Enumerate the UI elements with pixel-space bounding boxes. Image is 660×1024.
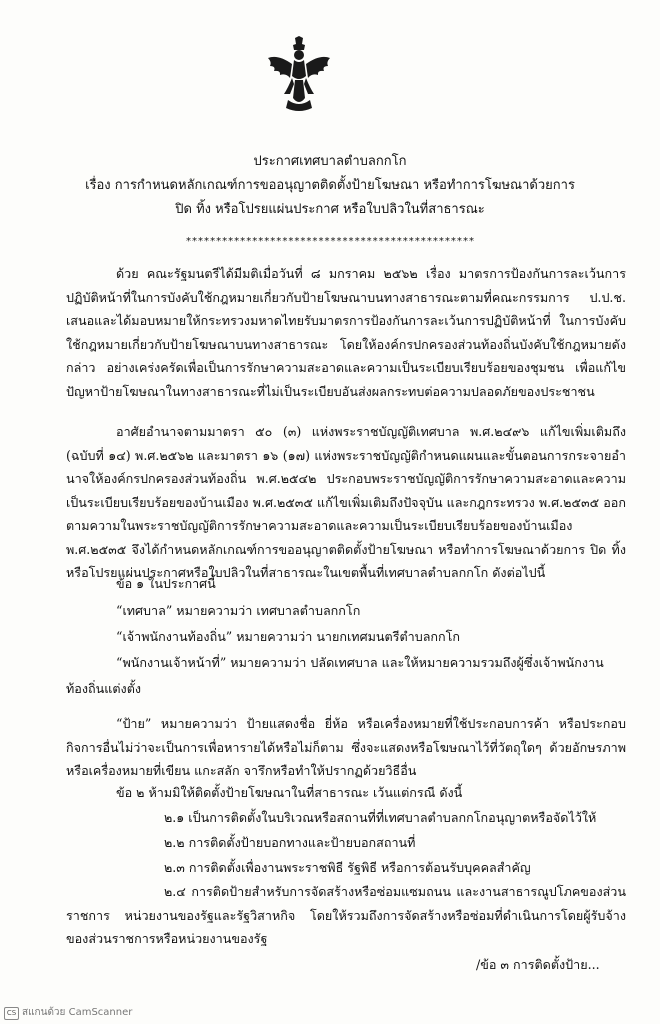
separator-stars: ************************************************ xyxy=(185,236,475,247)
clause-2-title: ข้อ ๒ ห้ามมิให้ติดตั้งป้ายโฆษณาในที่สาธารณะ เว้นแต่กรณี ดังนี้ xyxy=(116,785,463,800)
paragraph-background: ด้วย คณะรัฐมนตรีได้มีมติเมื่อวันที่ ๘ มกราคม ๒๕๖๒ เรื่อง มาตรการป้องกันการละเว้นการปฏิบัติหน้าที่ในการบังคับใช้กฎหมายเกี่ยวกับป้ายโฆษณาบนทางสาธารณะตามที่คณะกรรมการ ป.ป.ช. เสนอและได้มอบหมายให้กระทรวงมหาดไทยรับมาตรการป้องกันการละเว้นการปฏิบัติหน้าที่ ในการบังคับใช้กฎหมายเกี่ยวกับป้ายโฆษณาบนทางสาธารณะ โดยให้องค์กรปกครองส่วนท้องถิ่นบังคับใช้กฎหมายดังกล่าว อย่างเคร่งครัดเพื่อเป็นการรักษาความสะอาดและความเป็นระเบียบเรียบร้อยของชุมชน เพื่อแก้ไขปัญหาป้ายโฆษณาในทางสาธารณะที่ไม่เป็นระเบียบอันส่งผลกระทบต่อความปลอดภัยของประชาชน xyxy=(66,266,626,399)
definition-sign: “ป้าย” หมายความว่า ป้ายแสดงชื่อ ยี่ห้อ หรือเครื่องหมายที่ใช้ประกอบการค้า หรือประกอบกิจการอื่นไม่ว่าจะเป็นการเพื่อหารายได้หรือไม่ก็ตาม ซึ่งจะแสดงหรือโฆษณาไว้ที่วัตถุใดๆ ด้วยอักษรภาพหรือเครื่องหมายที่เขียน แกะสลัก จารึกหรือทำให้ปรากฏด้วยวิธีอื่น xyxy=(66,716,626,778)
camscanner-logo-icon: CS xyxy=(4,1007,19,1020)
garuda-emblem-icon xyxy=(266,36,332,114)
definition-official-line-1: “พนักงานเจ้าหน้าที่” หมายความว่า ปลัดเทศบาล และให้หมายความรวมถึงผู้ซึ่งเจ้าพนักงาน xyxy=(116,655,604,670)
clause-2-item-4: ๒.๔ การติดป้ายสำหรับการจัดสร้างหรือซ่อมแซมถนน และงานสาธารณูปโภคของส่วนราชการ หน่วยงานของรัฐและรัฐวิสาหกิจ โดยให้รวมถึงการจัดสร้างหรือซ่อมที่ดำเนินการโดยผู้รับจ้างของส่วนราชการหรือหน่วยงานของรัฐ xyxy=(66,884,626,946)
definition-municipality: “เทศบาล” หมายความว่า เทศบาลตำบลกกโก xyxy=(116,603,361,618)
definition-official-line-2: ท้องถิ่นแต่งตั้ง xyxy=(66,681,142,696)
definition-local-officer: “เจ้าพนักงานท้องถิ่น” หมายความว่า นายกเทศมนตรีตำบลกกโก xyxy=(116,629,461,644)
subject-line-2: ปิด ทิ้ง หรือโปรยแผ่นประกาศ หรือใบปลิวในที่สาธารณะ xyxy=(175,202,485,217)
announcement-title: ประกาศเทศบาลตำบลกกโก xyxy=(253,154,407,169)
paragraph-authority: อาศัยอำนาจตามมาตรา ๕๐ (๓) แห่งพระราชบัญญัติเทศบาล พ.ศ.๒๔๙๖ แก้ไขเพิ่มเติมถึง (ฉบับที่ ๑๔) พ.ศ.๒๕๖๒ และมาตรา ๑๖ (๑๗) แห่งพระราชบัญญัติกำหนดแผนและขั้นตอนการกระจายอำนาจให้องค์กรปกครองส่วนท้องถิ่น พ.ศ.๒๕๔๒ ประกอบพระราชบัญญัติการรักษาความสะอาดและความเป็นระเบียบเรียบร้อยของบ้านเมือง พ.ศ.๒๕๓๕ แก้ไขเพิ่มเติมถึงปัจจุบัน และกฎกระทรวง พ.ศ.๒๕๓๕ ออกตามความในพระราชบัญญัติการรักษาความสะอาดและความเป็นระเบียบเรียบร้อยของบ้านเมือง พ.ศ.๒๕๓๕ จึงได้กำหนดหลักเกณฑ์การขออนุญาตติดตั้งป้ายโฆษณา หรือทำการโฆษณาด้วยการ ปิด ทิ้ง หรือโปรยแผ่นประกาศหรือใบปลิวในที่สาธารณะในเขตพื้นที่เทศบาลตำบลกกโก ดังต่อไปนี้ xyxy=(66,424,626,580)
clause-1-title: ข้อ ๑ ในประกาศนี้ xyxy=(116,576,216,591)
clause-2-item-2: ๒.๒ การติดตั้งป้ายบอกทางและป้ายบอกสถานที่ xyxy=(164,835,416,850)
continuation-note: /ข้อ ๓ การติดตั้งป้าย... xyxy=(476,957,600,972)
clause-2-item-1: ๒.๑ เป็นการติดตั้งในบริเวณหรือสถานที่ที่เทศบาลตำบลกกโกอนุญาตหรือจัดไว้ให้ xyxy=(164,810,597,825)
camscanner-watermark xyxy=(4,1005,132,1020)
subject-line-1: เรื่อง การกำหนดหลักเกณฑ์การขออนุญาตติดตั้งป้ายโฆษณา หรือทำการโฆษณาด้วยการ xyxy=(85,178,575,193)
clause-2-item-3: ๒.๓ การติดตั้งเพื่องานพระราชพิธี รัฐพิธี หรือการต้อนรับบุคคลสำคัญ xyxy=(164,860,531,875)
camscanner-label: สแกนด้วย CamScanner xyxy=(22,1007,133,1018)
